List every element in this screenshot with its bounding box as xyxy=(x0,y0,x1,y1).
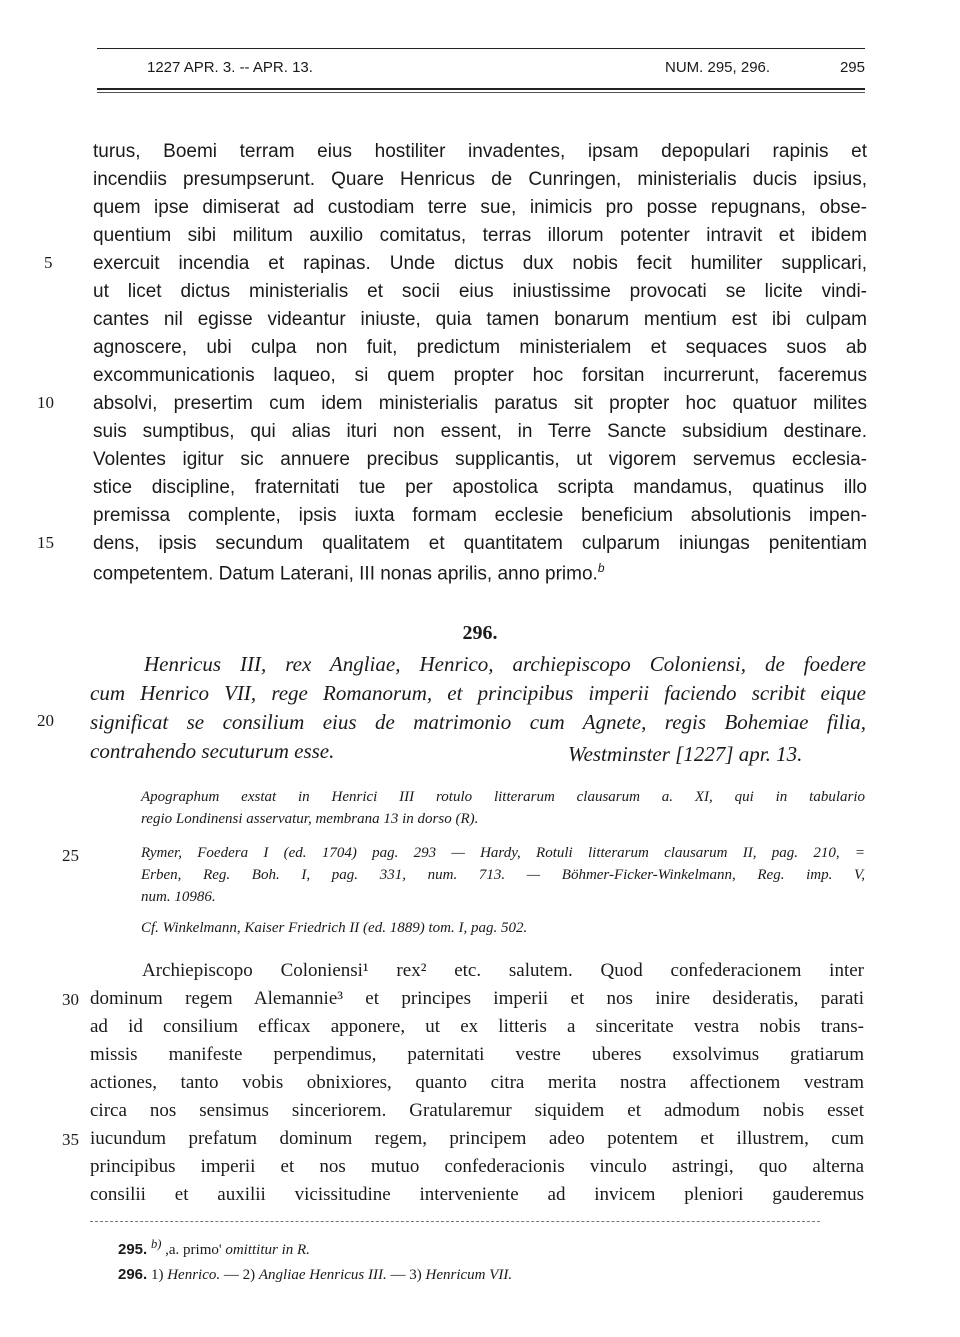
regest-line: significat se consilium eius de matrimonio cum Agnete, regis Bohemiae filia, xyxy=(90,710,866,734)
line-number: 25 xyxy=(62,846,79,865)
text-line: ad id consilium efficax apponere, ut ex litteris a sinceritate vestra nobis trans- xyxy=(90,1016,864,1037)
note-line: Rymer, Foedera I (ed. 1704) pag. 293 — Hardy, Rotuli litterarum clausarum II, pag. 210, = xyxy=(141,845,865,861)
footnote-doc-number: 296. xyxy=(118,1266,148,1283)
text-line: absolvi, presertim cum idem ministerialis paratus sit propter hoc quatuor milites xyxy=(93,393,867,414)
place-date: Westminster [1227] apr. 13. xyxy=(568,742,803,766)
text-line: missis manifeste perpendimus, paternitati vestre uberes exsolvimus gratiarum xyxy=(90,1044,864,1065)
line-number: 5 xyxy=(44,253,53,272)
header-rule-bottom-thin xyxy=(97,92,865,93)
footnote-text-italic: Henrico. xyxy=(167,1267,221,1283)
text-line: cantes nil egisse videantur iniuste, quia tamen bonarum mentium est ibi culpam xyxy=(93,309,867,330)
line-number: 20 xyxy=(37,711,54,730)
line-number: 30 xyxy=(62,990,79,1009)
text-line: dens, ipsis secundum qualitatem et quantitatem culparum iniungas penitentiam xyxy=(93,533,867,554)
closing-text: competentem. Datum Laterani, III nonas aprilis, anno primo. xyxy=(93,563,598,585)
text-line: quentium sibi militum auxilio comitatus, terras illorum potenter intravit et ibidem xyxy=(93,225,867,246)
text-line: turus, Boemi terram eius hostiliter invadentes, ipsam depopulari rapinis et xyxy=(93,141,867,162)
note-line: regio Londinensi asservatur, membrana 13 in dorso (R). xyxy=(141,811,479,827)
header-doc-numbers: NUM. 295, 296. xyxy=(665,59,771,76)
header-rule-bottom xyxy=(97,88,865,90)
running-header xyxy=(97,48,865,94)
text-line: incendiis presumpserunt. Quare Henricus de Cunringen, ministerialis ducis ipsius, xyxy=(93,169,867,190)
text-line: excommunicationis laqueo, si quem propter hoc forsitan incurrerunt, faceremus xyxy=(93,365,867,386)
regest-line: contrahendo secuturum esse. xyxy=(90,739,335,763)
text-line: stice discipline, fraternitati tue per apostolica scripta mandamus, quatinus illo xyxy=(93,477,867,498)
text-line: exercuit incendia et rapinas. Unde dictus dux nobis fecit humiliter supplicari, xyxy=(93,253,867,274)
footnote-text: — 3) xyxy=(386,1267,426,1283)
footnote-mark: b xyxy=(597,561,605,575)
text-line-last xyxy=(93,561,867,589)
text-line: premissa complente, ipsis iuxta formam ecclesie beneficium absolutionis impen- xyxy=(93,505,867,526)
text-line: principibus imperii et nos mutuo confederacionis vinculo astringi, quo alterna xyxy=(90,1156,864,1177)
text-line: circa nos sensimus sinceriorem. Gratularemur siquidem et admodum nobis esset xyxy=(90,1100,864,1121)
line-number: 35 xyxy=(62,1130,79,1149)
text-line: quem ipse dimiserat ad custodiam terre sue, inimicis pro posse repugnans, obse- xyxy=(93,197,867,218)
text-line: suis sumptibus, qui alias ituri non essent, in Terre Sancte subsidium destinare. xyxy=(93,421,867,442)
footnote-text: — 2) xyxy=(220,1267,259,1283)
page-number: 295 xyxy=(839,59,865,76)
text-line: ut licet dictus ministerialis et socii eius iniustissime provocati se licite vindi- xyxy=(93,281,867,302)
footnote-doc-number: 295. xyxy=(118,1241,148,1258)
footnote-296 xyxy=(118,1266,512,1284)
text-line: actiones, tanto vobis obnixiores, quanto citra merita nostra affectionem vestram xyxy=(90,1072,864,1093)
note-line: num. 10986. xyxy=(141,889,216,905)
footnote-text-italic: Henricum VII. xyxy=(425,1267,513,1283)
note-line: Erben, Reg. Boh. I, pag. 331, num. 713. — Böhmer-Ficker-Winkelmann, Reg. imp. V, xyxy=(141,867,865,883)
line-number: 15 xyxy=(37,533,54,552)
regest-line: cum Henrico VII, rege Romanorum, et principibus imperii faciendo scribit eique xyxy=(90,681,866,705)
text-line: iucundum prefatum dominum regem, principem adeo potentem et illustrem, cum xyxy=(90,1128,864,1149)
footnote-text: 1) xyxy=(150,1267,168,1283)
footnote-text-italic: Angliae Henricus III. xyxy=(258,1267,387,1283)
text-line: dominum regem Alemannie³ et principes imperii et nos inire desideratis, parati xyxy=(90,988,864,1009)
footnote-mark: b) xyxy=(150,1237,162,1251)
text-line: agnoscere, ubi culpa non fuit, predictum ministerialem et sequaces suos ab xyxy=(93,337,867,358)
text-line: Archiepiscopo Coloniensi¹ rex² etc. salutem. Quod confederacionem inter xyxy=(142,960,864,981)
regest-line: Henricus III, rex Angliae, Henrico, archiepiscopo Coloniensi, de foedere xyxy=(144,652,866,676)
footnote-295 xyxy=(118,1237,310,1259)
header-dates: 1227 APR. 3. -- APR. 13. xyxy=(147,59,313,76)
footnote-text: ,a. primo' xyxy=(165,1242,222,1258)
footnote-rule xyxy=(90,1221,820,1222)
footnote-text-italic: omittitur in R. xyxy=(225,1242,310,1258)
note-line: Cf. Winkelmann, Kaiser Friedrich II (ed. 1889) tom. I, pag. 502. xyxy=(141,920,528,936)
text-line: consilii et auxilii vicissitudine interveniente ad invicem pleniori gauderemus xyxy=(90,1184,864,1205)
document-number: 296. xyxy=(462,622,498,644)
note-line: Apographum exstat in Henrici III rotulo litterarum clausarum a. XI, qui in tabulario xyxy=(141,789,865,805)
text-line: Volentes igitur sic annuere precibus supplicantis, ut vigorem servemus ecclesia- xyxy=(93,449,867,470)
line-number: 10 xyxy=(37,393,54,412)
header-rule-top xyxy=(97,48,865,49)
